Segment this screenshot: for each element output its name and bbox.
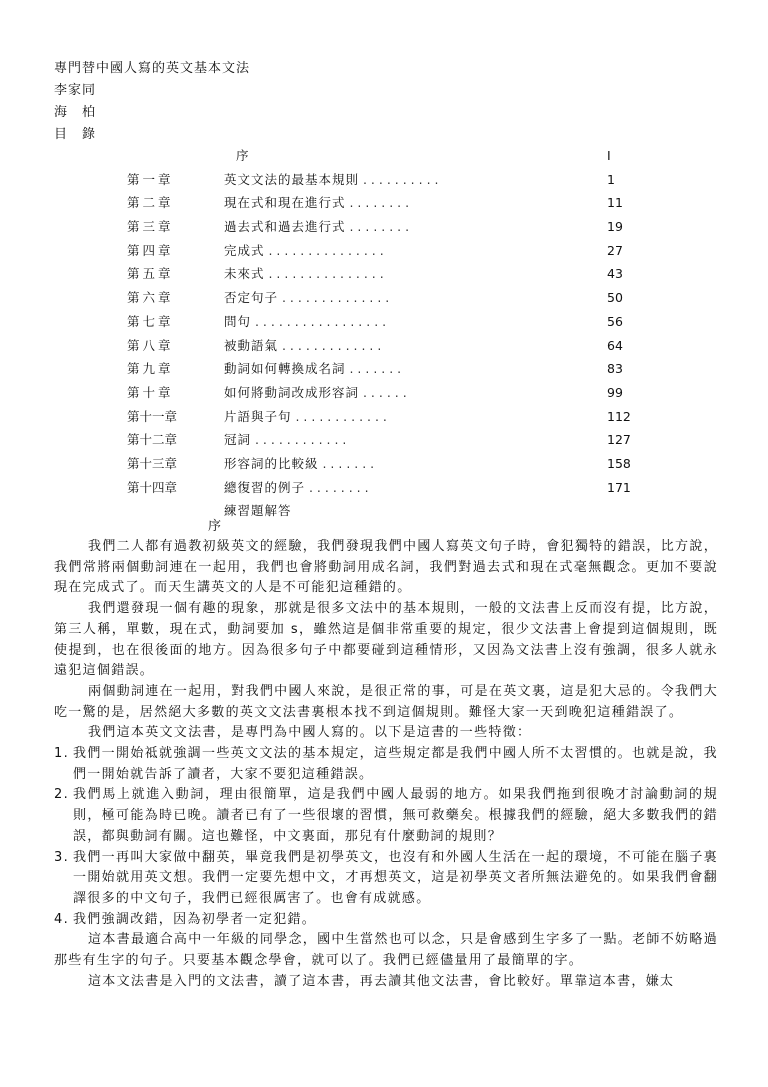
toc-entry-title: 問句 . . . . . . . . . . . . . . . . .: [224, 313, 387, 329]
toc-chapter-number: 第一章: [127, 171, 174, 187]
author-name: 海 柏: [54, 105, 97, 120]
toc-entry-title: 現在式和現在進行式 . . . . . . . .: [224, 195, 410, 211]
toc-chapter-number: 第十一章: [127, 408, 178, 424]
list-number: 2.: [54, 787, 70, 803]
toc-entry-page: 112: [607, 408, 631, 424]
list-number: 1.: [54, 746, 70, 762]
list-item: [54, 785, 718, 847]
toc-chapter-number: 第三章: [127, 219, 174, 235]
list-number: 3.: [54, 849, 70, 865]
toc-entry-page: 19: [607, 219, 623, 235]
toc-entry-title: 序: [236, 148, 250, 163]
toc-chapter-number: 第五章: [127, 266, 174, 282]
toc-chapter-number: 第九章: [127, 361, 174, 377]
toc-entry-title: 過去式和過去進行式 . . . . . . . .: [224, 219, 410, 235]
toc-row[interactable]: [0, 191, 768, 215]
leader-dots: . . . . . . . . . . . .: [251, 432, 347, 448]
preface-heading: 序: [208, 519, 222, 534]
list-number: 4.: [54, 911, 70, 927]
toc-row[interactable]: [0, 215, 768, 239]
list-item: [54, 848, 718, 910]
paragraph: 這本文法書是入門的文法書，讀了這本書，再去讀其他文法書，會比較好。單靠這本書，嫌太: [88, 973, 675, 989]
toc-row[interactable]: [0, 452, 768, 476]
toc-chapter-number: 第八章: [127, 337, 174, 353]
toc-chapter-number: 第十三章: [127, 455, 178, 471]
preface-body: [54, 537, 718, 992]
leader-dots: . . . . . . .: [318, 455, 375, 471]
toc-entry-page: 43: [607, 266, 623, 282]
toc-entry-page: 158: [607, 455, 631, 471]
leader-dots: . . . . . . . . . . . . . . .: [264, 242, 384, 258]
toc-entry-page: 127: [607, 432, 631, 448]
list-item: [54, 910, 718, 931]
features-list: [54, 744, 718, 930]
toc-row[interactable]: [0, 357, 768, 381]
toc-row[interactable]: [0, 476, 768, 500]
leader-dots: . . . . . . . . . . . .: [291, 408, 387, 424]
toc-row-answers[interactable]: [0, 499, 768, 523]
toc-entry-page: 50: [607, 290, 623, 306]
toc-entry-title: 被動語氣 . . . . . . . . . . . . .: [224, 337, 382, 353]
toc-entry-title: 總復習的例子 . . . . . . . .: [224, 479, 369, 495]
leader-dots: . . . . . .: [359, 384, 407, 400]
paragraph: 我們還發現一個有趣的現象，那就是很多文法中的基本規則，一般的文法書上反而沒有提，比方說，第三人稱，單數，現在式，動詞要加 s，雖然這是個非常重要的規定，很少文法書上會提到這個規則，既使提到，也在很後面的地方。因為很多句子中都要碰到這種情形，又因為文法書上沒有強調，很多人就永遠犯這個錯誤。: [54, 601, 718, 679]
toc-entry-page: 56: [607, 313, 623, 329]
toc-entry-page: 99: [607, 384, 623, 400]
list-item-text: 我們強調改錯，因為初學者一定犯錯。: [73, 911, 317, 927]
leader-dots: . . . . . . . .: [345, 219, 410, 235]
toc-chapter-number: 第二章: [127, 195, 174, 211]
toc-chapter-number: 第十章: [127, 384, 174, 400]
toc-entry-title: 動詞如何轉換成名詞 . . . . . . .: [224, 361, 402, 377]
toc-entry-title: 完成式 . . . . . . . . . . . . . . .: [224, 242, 384, 258]
paragraph: 兩個動詞連在一起用，對我們中國人來說，是很正常的事，可是在英文裏，這是犯大忌的。令我們大吃一驚的是，居然絕大多數的英文文法書裏根本找不到這個規則。難怪大家一天到晚犯這種錯誤了。: [54, 683, 718, 720]
paragraph: 我們二人都有過教初級英文的經驗，我們發現我們中國人寫英文句子時，會犯獨特的錯誤，比方說，我們常將兩個動詞連在一起用，我們也會將動詞用成名詞，我們對過去式和現在式毫無觀念。更加不要說現在完成式了。而天生講英文的人是不可能犯這種錯的。: [54, 539, 718, 596]
toc-chapter-number: 第六章: [127, 290, 174, 306]
toc-entry-title: 冠詞 . . . . . . . . . . . .: [224, 432, 347, 448]
toc-row[interactable]: [0, 262, 768, 286]
toc-row[interactable]: [0, 168, 768, 192]
list-item: [54, 744, 718, 785]
leader-dots: . . . . . . .: [345, 361, 402, 377]
toc-entry-title: 如何將動詞改成形容詞 . . . . . .: [224, 384, 407, 400]
toc-entry-page: 1: [607, 171, 615, 187]
list-item-text: 我們馬上就進入動詞，理由很簡單，這是我們中國人最弱的地方。如果我們拖到很晚才討論動詞的規則，極可能為時已晚。讀者已有了一些很壞的習慣，無可救藥矣。根據我們的經驗，絕大多數我們的錯誤，都與動詞有關。這也難怪，中文裏面，那兒有什麼動詞的規則？: [73, 787, 718, 844]
toc-row[interactable]: [0, 381, 768, 405]
toc-entry-page: 171: [607, 479, 631, 495]
toc-entry-title: 英文文法的最基本規則 . . . . . . . . . .: [224, 171, 439, 187]
table-of-contents: [0, 144, 768, 523]
toc-row[interactable]: [0, 310, 768, 334]
toc-chapter-number: 第十四章: [127, 479, 178, 495]
leader-dots: . . . . . . . . . .: [359, 171, 439, 187]
toc-entry-title: 否定句子 . . . . . . . . . . . . . .: [224, 290, 390, 306]
toc-entry-page: 27: [607, 242, 623, 258]
toc-entry-title: 未來式 . . . . . . . . . . . . . . .: [224, 266, 384, 282]
paragraph: 這本書最適合高中一年級的同學念，國中生當然也可以念，只是會感到生字多了一點。老師不妨略過那些有生字的句子。只要基本觀念學會，就可以了。我們已經儘量用了最簡單的字。: [54, 932, 718, 969]
leader-dots: . . . . . . . . . . . . .: [278, 337, 382, 353]
toc-entry-page: 83: [607, 361, 623, 377]
leader-dots: . . . . . . . .: [345, 195, 410, 211]
leader-dots: . . . . . . . . . . . . . . .: [264, 266, 384, 282]
author-name: 李家同: [54, 83, 97, 98]
toc-row[interactable]: [0, 239, 768, 263]
toc-entry-page: 64: [607, 337, 623, 353]
toc-row[interactable]: [0, 405, 768, 429]
leader-dots: . . . . . . . .: [305, 479, 369, 495]
toc-entry-title: 片語與子句 . . . . . . . . . . . .: [224, 408, 387, 424]
toc-row[interactable]: [0, 428, 768, 452]
toc-row[interactable]: [0, 334, 768, 358]
toc-row[interactable]: [0, 286, 768, 310]
list-item-text: 我們一開始祗就強調一些英文文法的基本規定，這些規定都是我們中國人所不太習慣的。也就是說，我們一開始就告訴了讀者，大家不要犯這種錯誤。: [73, 746, 718, 782]
toc-chapter-number: 第七章: [127, 313, 174, 329]
toc-chapter-number: 第四章: [127, 242, 174, 258]
list-item-text: 我們一再叫大家做中翻英，畢竟我們是初學英文，也沒有和外國人生活在一起的環境，不可能在腦子裏一開始就用英文想。我們一定要先想中文，才再想英文，這是初學英文者所無法避免的。如果我們會翻譯很多的中文句子，我們已經很厲害了。也會有成就感。: [73, 849, 718, 906]
book-title: 專門替中國人寫的英文基本文法: [54, 61, 251, 76]
toc-entry-page: 11: [607, 195, 623, 211]
toc-entry-title: 練習題解答: [224, 503, 292, 519]
toc-heading: 目 錄: [54, 127, 97, 142]
paragraph: 我們這本英文文法書，是專門為中國人寫的。以下是這書的一些特徵：: [88, 725, 532, 741]
leader-dots: . . . . . . . . . . . . . . . . .: [251, 313, 387, 329]
toc-entry-page: I: [607, 148, 611, 163]
toc-chapter-number: 第十二章: [127, 432, 178, 448]
toc-row-preface[interactable]: [0, 144, 768, 168]
toc-entry-title: 形容詞的比較級 . . . . . . .: [224, 455, 375, 471]
leader-dots: . . . . . . . . . . . . . .: [278, 290, 390, 306]
